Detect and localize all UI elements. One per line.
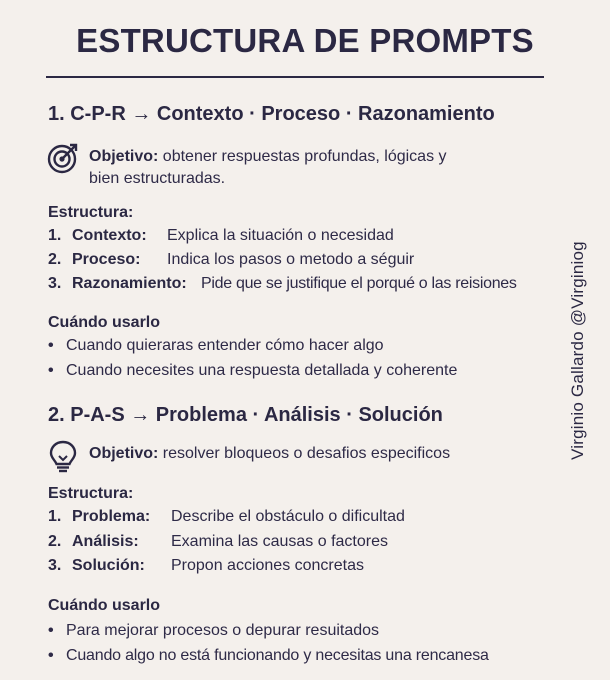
section-2-objective (89, 443, 450, 465)
section-1-when-label: Cuándo usarlo (48, 314, 161, 331)
step-number: 3. (48, 275, 62, 292)
step-term: Análisis: (72, 533, 139, 550)
list-item (48, 622, 379, 640)
bullet-icon: • (48, 362, 54, 379)
bullet-icon: • (48, 337, 54, 354)
section-2-when-label: Cuándo usarlo (48, 597, 161, 614)
step-number: 3. (48, 557, 62, 574)
objective-label: Objetivo: (89, 148, 159, 165)
step-description: Pide que se justifique el porqué o las reisiones (201, 275, 517, 292)
bullet-text: Cuando algo no está funcionando y necesitas una rencanesa (66, 647, 489, 664)
bullet-icon: • (48, 647, 54, 664)
objective-text-line1: resolver bloqueos o desafios especificos (162, 445, 451, 462)
bullet-text: Para mejorar procesos o depurar resuitados (66, 622, 380, 639)
section-1-structure-label: Estructura: (48, 204, 134, 221)
step-term: Solución: (72, 557, 145, 574)
bullet-text: Cuando necesites una respuesta detallada y coherente (66, 362, 458, 379)
target-icon (46, 141, 80, 175)
objective-text-line1: obtener respuestas profundas, lógicas y (162, 148, 447, 165)
step-description: Describe el obstáculo o dificultad (171, 508, 405, 525)
step-term: Contexto: (72, 227, 147, 244)
lightbulb-icon (46, 439, 80, 473)
author-credit: Virginio Gallardo @Virginiog (568, 241, 587, 460)
objective-label: Objetivo: (89, 445, 159, 462)
section-1-objective (89, 146, 447, 190)
step-number: 2. (48, 251, 62, 268)
step-description: Indica los pasos o metodo a séguir (167, 251, 415, 268)
title-divider (46, 76, 544, 78)
step-term: Proceso: (72, 251, 141, 268)
list-item (48, 647, 489, 665)
section-2-heading: 2. P-A-S → Problema · Análisis · Solución (48, 404, 443, 426)
objective-text-line2: bien estructuradas. (89, 170, 226, 187)
page-title: ESTRUCTURA DE PROMPTS (76, 22, 534, 59)
step-description: Explica la situación o necesidad (167, 227, 394, 244)
step-description: Propon acciones concretas (171, 557, 364, 574)
list-item (48, 337, 384, 355)
section-1-heading: 1. C-P-R → Contexto · Proceso · Razonamiento (48, 103, 495, 125)
bullet-icon: • (48, 622, 54, 639)
list-item (48, 362, 457, 380)
step-number: 1. (48, 227, 62, 244)
step-description: Examina las causas o factores (171, 533, 388, 550)
step-term: Problema: (72, 508, 151, 525)
step-term: Razonamiento: (72, 275, 187, 292)
bullet-text: Cuando quieraras entender cómo hacer algo (66, 337, 384, 354)
step-number: 1. (48, 508, 62, 525)
step-number: 2. (48, 533, 62, 550)
section-2-structure-label: Estructura: (48, 485, 134, 502)
